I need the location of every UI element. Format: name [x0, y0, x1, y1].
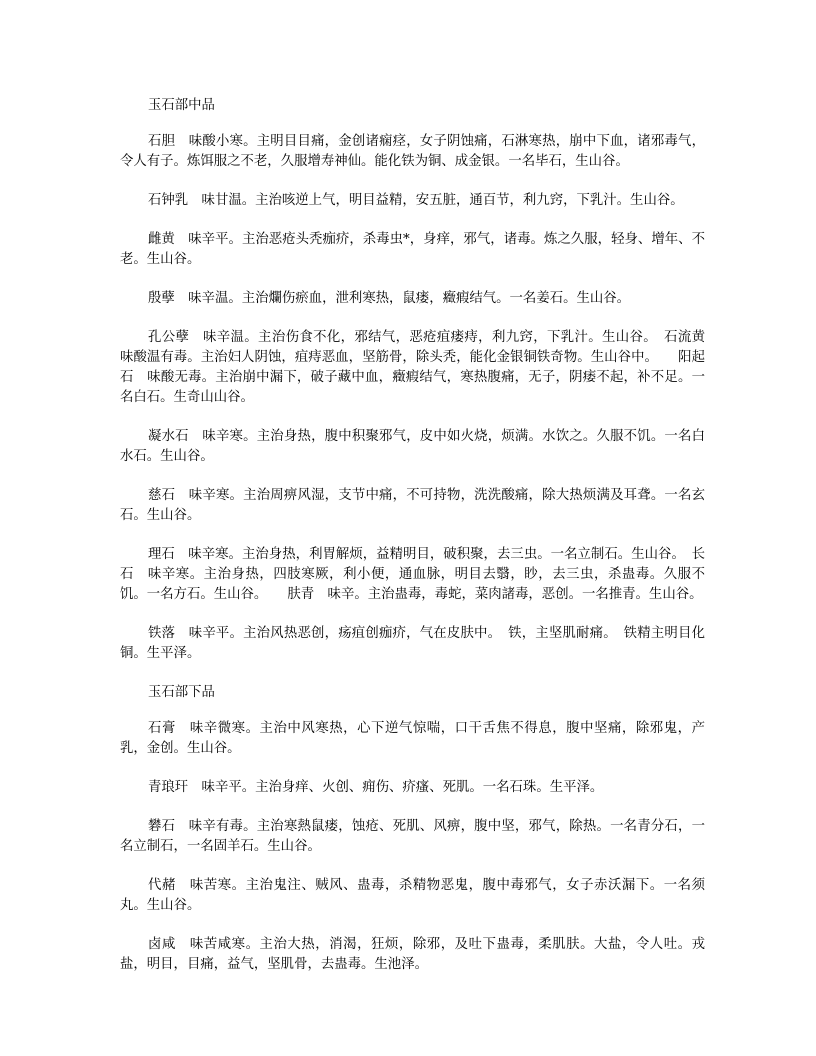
entry-yushi: 礬石 味辛有毒。主治寒熱鼠瘘，蚀疮、死肌、风痹，腹中坚，邪气，除热。一名青分石，一名立制石，一名固羊石。生山谷。	[120, 819, 705, 854]
entry-cishi: 慈石 味辛寒。主治周痹风湿，支节中痛，不可持物，洗洗酸痛，除大热烦满及耳聋。一名玄石。生山谷。	[120, 488, 705, 523]
entry-yinnie: 殷孽 味辛温。主治爛伤瘀血，泄利寒热，鼠瘘，癥瘕结气。一名姜石。生山谷。	[148, 291, 631, 306]
entry-luxian: 卤咸 味苦咸寒。主治大热，消渴，狂烦，除邪，及吐下蛊毒，柔肌肤。大盐，令人吐。戎盐，明目，目痛，益气，坚肌骨，去蛊毒。生池泽。	[120, 937, 705, 972]
entry-tieluo: 铁落 味辛平。主治风热恶创，疡疽创痂疥，气在皮肤中。 铁，主坚肌耐痛。 铁精主明目化铜。生平泽。	[120, 626, 705, 661]
entry-shizhongru: 石钟乳 味甘温。主治咳逆上气，明目益精，安五脏，通百节，利九窍，下乳汁。生山谷。	[148, 193, 684, 208]
entry-shigao: 石膏 味辛微寒。主治中风寒热，心下逆气惊喘，口干舌焦不得息，腹中坚痛，除邪鬼，产乳，金创。生山谷。	[120, 721, 705, 756]
section-heading-middle-grade: 玉石部中品	[148, 98, 215, 113]
section-heading-lower-grade: 玉石部下品	[148, 685, 215, 700]
entry-ningshuishi: 凝水石 味辛寒。主治身热，腹中积聚邪气，皮中如火烧，烦满。水饮之。久服不饥。一名白水石。生山谷。	[120, 429, 705, 464]
entry-qinglanggan: 青琅玕 味辛平。主治身痒、火创、痈伤、疥瘙、死肌。一名石珠。生平泽。	[148, 780, 604, 795]
entry-lishi: 理石 味辛寒。主治身热，利胃解烦，益精明目，破积聚，去三虫。一名立制石。生山谷。 长石 味辛寒。主治身热，四肢寒厥，利小便，通血脉，明目去翳，眇，去三虫，杀蛊毒。久服不饥。一名方石。生山谷。 肤青 味辛。主治蛊毒，毒蛇，菜肉諸毒，恶创。一名推青。生山谷。	[120, 547, 705, 602]
document-page	[120, 0, 719, 994]
entry-daizhe: 代赭 味苦寒。主治鬼注、贼风、蛊毒，杀精物恶鬼，腹中毒邪气，女子赤沃漏下。一名须丸。生山谷。	[120, 878, 705, 913]
entry-konggongnie: 孔公孽 味辛温。主治伤食不化，邪结气，恶疮疽瘘痔，利九窍，下乳汁。生山谷。 石流黄 味酸温有毒。主治妇人阴蚀，疽痔恶血，坚筋骨，除头秃，能化金银铜铁奇物。生山谷中。 阳起石 味酸无毒。主治崩中漏下，破子藏中血，癥瘕结气，寒热腹痛，无子，阴痿不起，补不足。一名白石。生奇山山谷。	[120, 330, 719, 405]
entry-cihuang: 雌黄 味辛平。主治恶疮头秃痂疥，杀毒虫*，身痒，邪气，诸毒。炼之久服，轻身、增年、不老。生山谷。	[120, 232, 705, 267]
entry-shidan: 石胆 味酸小寒。主明目目痛，金创诸痫痉，女子阴蚀痛，石淋寒热，崩中下血，诸邪毒气，令人有子。炼饵服之不老，久服增寿神仙。能化铁为铜、成金银。一名毕石，生山谷。	[120, 134, 705, 169]
